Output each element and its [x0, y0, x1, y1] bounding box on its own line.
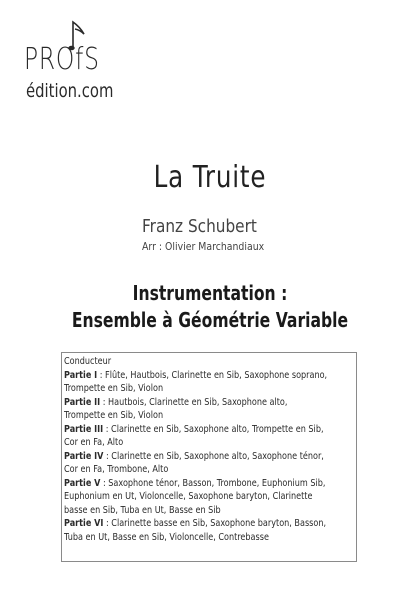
part-line	[64, 382, 357, 396]
piece-title: La Truite	[153, 160, 267, 195]
part-line	[64, 423, 357, 437]
part-instruments: Trompette en Sib, Violon	[64, 410, 164, 421]
part-line	[64, 409, 357, 423]
part-label: Partie VI	[64, 518, 104, 529]
part-instruments: : Clarinette en Sib, Saxophone alto, Saxophone ténor,	[103, 450, 324, 462]
part-instruments: : Clarinette basse en Sib, Saxophone baryton, Basson,	[103, 518, 327, 529]
part-label: Partie IV	[64, 450, 104, 462]
part-instruments: : Saxophone ténor, Basson, Trombone, Euphonium Sib,	[100, 477, 326, 489]
part-instruments: Trompette en Sib, Violon	[64, 383, 164, 394]
part-line	[64, 396, 357, 410]
part-instruments: basse en Sib, Tuba en Ut, Basse en Sib	[64, 504, 221, 516]
conductor-line: Conducteur	[64, 356, 112, 367]
instrumentation-heading	[46, 280, 374, 334]
part-instruments: Cor en Fa, Trombone, Alto	[64, 464, 169, 475]
part-label: Partie V	[64, 477, 101, 489]
part-instruments: : Clarinette en Sib, Saxophone alto, Trompette en Sib,	[103, 423, 324, 435]
instrumentation-label: Instrumentation :	[132, 281, 288, 305]
part-instruments: : Flûte, Hautbois, Clarinette en Sib, Saxophone soprano,	[97, 369, 328, 381]
part-line	[64, 490, 357, 504]
part-line	[64, 504, 357, 518]
part-line	[64, 531, 357, 545]
part-instruments: Tuba en Ut, Basse en Sib, Violoncelle, Contrebasse	[64, 531, 269, 543]
part-line	[64, 369, 357, 383]
composer-name: Franz Schubert	[142, 216, 257, 237]
part-line	[64, 517, 357, 531]
part-line	[64, 477, 357, 491]
part-line	[64, 463, 357, 477]
arranger-credit: Arr : Olivier Marchandiaux	[142, 240, 265, 253]
part-instruments: Euphonium en Ut, Violoncelle, Saxophone baryton, Clarinette	[64, 491, 313, 502]
parts-list-box	[61, 352, 357, 562]
ensemble-type: Ensemble à Géométrie Variable	[71, 308, 349, 332]
part-line	[64, 450, 357, 464]
part-label: Partie II	[64, 396, 101, 408]
publisher-logo	[24, 14, 154, 100]
part-label: Partie III	[64, 423, 104, 435]
logo-subtitle-text: édition.com	[26, 80, 114, 102]
part-line	[64, 436, 357, 450]
part-instruments: : Hautbois, Clarinette en Sib, Saxophone alto,	[100, 396, 288, 408]
part-label: Partie I	[64, 369, 98, 381]
logo-brand-text: PROfS	[24, 42, 100, 77]
part-instruments: Cor en Fa, Alto	[64, 437, 124, 448]
parts-list	[64, 355, 357, 544]
